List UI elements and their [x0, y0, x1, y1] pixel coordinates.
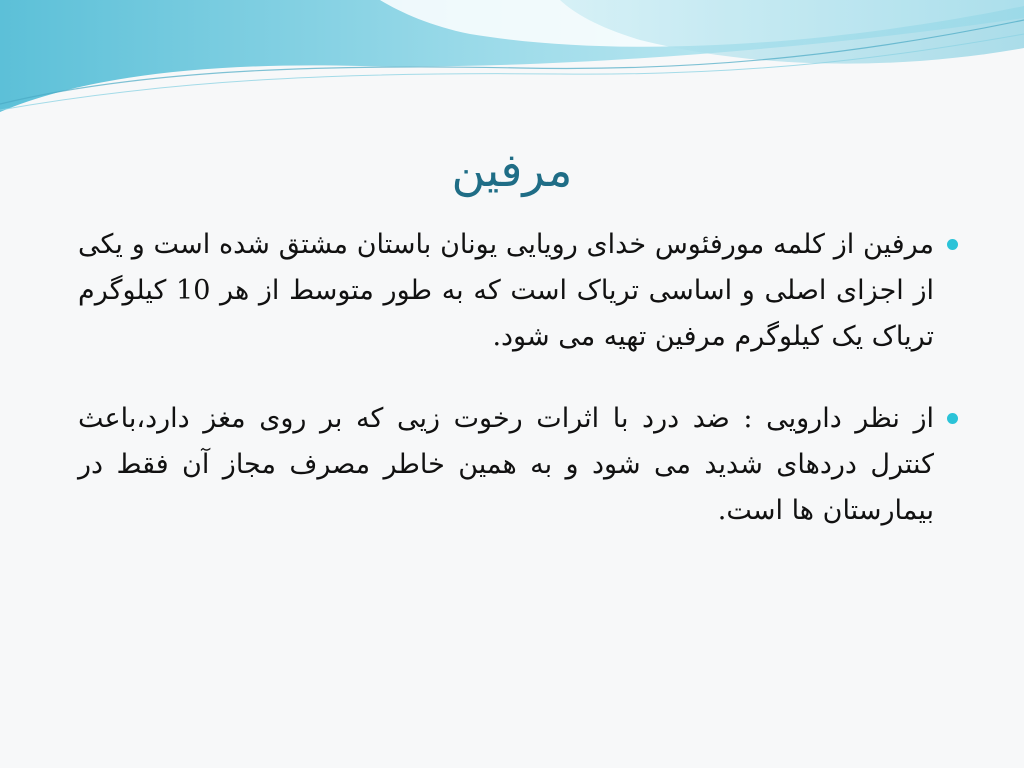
bullet-dot-icon [947, 239, 958, 250]
bullet-list [78, 222, 936, 570]
bullet-item [78, 396, 936, 534]
slide-title: مرفین [451, 143, 573, 197]
bullet-dot-icon [947, 413, 958, 424]
bullet-text: مرفین از کلمه مورفئوس خدای رویایی یونان باستان مشتق شده است و یکی از اجزای اصلی و اساسی تریاک است که به طور متوسط از هر 10 کیلوگرم تریاک یک کیلوگرم مرفین تهیه می شود. [78, 229, 934, 352]
bullet-text: از نظر دارویی : ضد درد با اثرات رخوت زیی که بر روی مغز دارد،باعث کنترل دردهای شدید می شود و به همین خاطر مصرف مجاز آن فقط در بیمارستان ها است. [78, 403, 934, 526]
bullet-item [78, 222, 936, 360]
header-wave-decoration [0, 0, 1024, 120]
